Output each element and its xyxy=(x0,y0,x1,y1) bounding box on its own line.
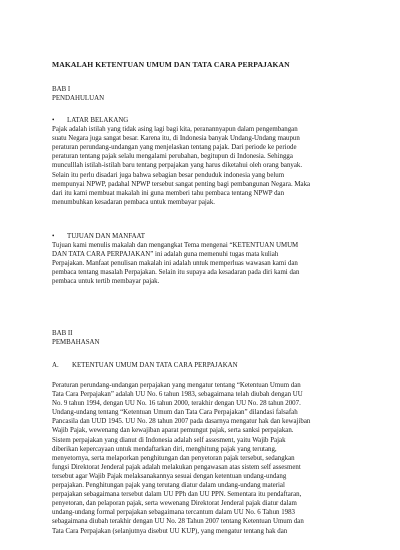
pembahasan-paragraph xyxy=(52,381,364,536)
text-line: Sistem perpajakan yang dianut di Indonesia adalah self assesment, yaitu Wajib Pajak xyxy=(52,436,286,444)
text-line: Pajak adalah istilah yang tidak asing lagi bagi kita, peranannyapun dalam pengembangan xyxy=(52,126,298,134)
text-line: Tata Cara Perpajakan (selanjutnya disebut UU KUP), yang mengatur tentang hak dan xyxy=(52,527,288,535)
text-line: peraturan tentang pajak selalu mengalami perubahan, begitupun di Indonesia. Sehingga xyxy=(52,153,293,161)
chapter-1-label: BAB I xyxy=(52,86,71,93)
document-title: MAKALAH KETENTUAN UMUM DAN TATA CARA PERPAJAKAN xyxy=(52,60,290,69)
text-line: Peraturan perundang-undangan perpajakan yang mengatur tentang “Ketentuan Umum dan xyxy=(52,382,301,389)
text-line: dari itu kami membuat makalah ini guna memberi tahu pembaca tentang NPWP dan xyxy=(52,189,285,197)
text-line: No. 9 tahun 1994, dengan UU No. 16 tahun 2000, terakhir dengan UU No. 28 tahun 2007. xyxy=(52,400,301,408)
text-line: Wajib Pajak, wewenang dan kewajiban aparat pemungut pajak, serta sanksi perpajakan. xyxy=(52,427,294,435)
bullet-icon: • xyxy=(52,117,55,124)
text-line: menumbuhkan kesadaran pembaca untuk membayar pajak. xyxy=(52,198,216,206)
text-line: Tujuan kami menulis makalah dan mengangkat Tema mengenai “KETENTUAN UMUM xyxy=(52,242,299,250)
text-line: Undang-undang tentang “Ketentuan Umum dan Tata Cara Perpajakan” dilandasi falsafah xyxy=(52,409,298,417)
text-line: tersebut agar Wajib Pajak melaksanakannya sesuai dengan ketentuan undang-undang xyxy=(52,472,287,480)
text-line: perpajakan sebagaimana tersebut dalam UU PPh dan UU PPN. Sementara itu pendaftaran, xyxy=(52,491,302,499)
latar-paragraph xyxy=(52,125,364,207)
text-line: DAN TATA CARA PERPAJAKAN” ini adalah guna memenuhi tugas mata kuliah xyxy=(52,251,279,259)
tujuan-paragraph xyxy=(52,241,364,286)
text-line: munculllah istilah-istilah baru tentang perpajakan yang harus diketahui oleh orang banyak. xyxy=(52,162,303,170)
text-line: peraturan perundang-undangan yang menjelaskan tentang pajak. Dari periode ke periode xyxy=(52,144,297,152)
text-line: pembaca tentang masalah Perpajakan. Selain itu supaya ada kesadaran pada diri kami dan xyxy=(52,269,300,277)
text-line: suatu Negara juga sangat besar. Karena itu, di Indonesia banyak Undang-Undang maupun xyxy=(52,135,300,143)
chapter-2-heading xyxy=(52,329,364,347)
text-line: sebagaimana diubah terakhir dengan UU No. 28 Tahun 2007 tentang Ketentuan Umum dan xyxy=(52,518,304,526)
tujuan-heading: • TUJUAN DAN MANFAAT xyxy=(52,233,145,240)
text-line: menyetornya, serta melaporkan penghitungan dan penyetoran pajak tersebut, sedangkan xyxy=(52,454,295,462)
chapter-1-name: PENDAHULUAN xyxy=(52,95,105,103)
bullet-icon: • xyxy=(52,233,55,240)
text-line: undang-undang formal perpajakan sebagaimana tercantum dalam UU No. 6 Tahun 1983 xyxy=(52,509,295,517)
section-a-title: KETENTUAN UMUM DAN TATA CARA PERPAJAKAN xyxy=(72,362,238,369)
text-line: Selain itu perlu disadari juga bahwa sebagian besar penduduk indonesia yang belum xyxy=(52,171,285,179)
chapter-1-heading xyxy=(52,85,364,103)
text-line: Pancasila dan UUD 1945. UU No. 28 tahun 2007 pada dasarnya mengatur hak dan kewajiban xyxy=(52,418,311,426)
chapter-2-label: BAB II xyxy=(52,330,73,337)
chapter-2-name: PEMBAHASAN xyxy=(52,339,100,347)
latar-heading: • LATAR BELAKANG xyxy=(52,117,129,124)
section-a-letter: A. xyxy=(52,362,59,369)
text-line: perpajakan. Penghitungan pajak yang terutang diatur dalam undang-undang material xyxy=(52,482,285,490)
section-latar-belakang xyxy=(52,116,364,207)
text-line: fungsi Direktorat Jenderal pajak adalah melakukan pengawasan atas sistem self assesment xyxy=(52,463,301,471)
text-line: Tata Cara Perpajakan” adalah UU No. 6 tahun 1983, sebagaimana telah diubah dengan UU xyxy=(52,391,303,399)
text-line: diberikan kepercayaan untuk mendaftarkan diri, menghitung pajak yang terutang, xyxy=(52,445,277,453)
text-line: Perpajakan. Manfaat penulisan makalah ini adalah untuk memperluas wawasan kami dan xyxy=(52,260,298,268)
section-a-heading xyxy=(52,361,364,370)
text-line: pembaca untuk tertib membayar pajak. xyxy=(52,278,160,286)
text-line: mempunyai NPWP, padahal NPWP tersebut sangat penting bagi pembangunan Negara. Maka xyxy=(52,180,311,188)
section-tujuan xyxy=(52,232,364,287)
text-line: penyetoran, dan pelaporan pajak, serta wewenang Direktorat Jenderal pajak diatur dalam xyxy=(52,500,297,508)
